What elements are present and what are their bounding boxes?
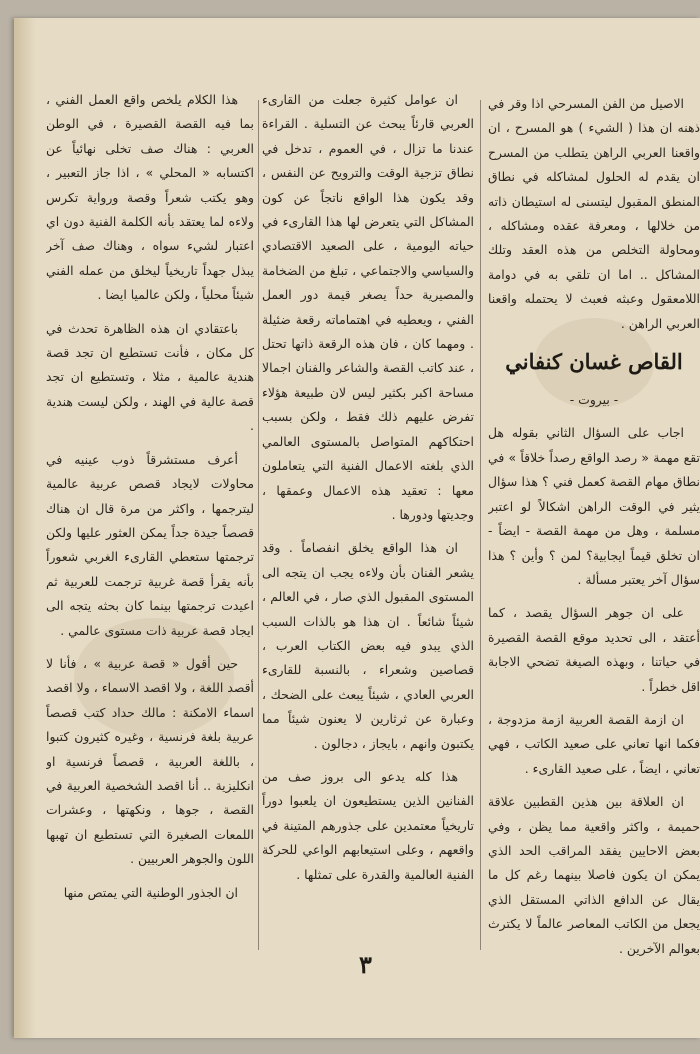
article-paragraph: أعرف مستشرقاً ذوب عينيه في محاولات لايجاد قصص عربية عالمية ليترجمها ، واكثر من مرة قال ان هناك قصصاً جيدة جداً يمكن العثور عليها ولكن ترجمتها ستعطي القارىء الغربي شعوراً بأنه يقرأ قصة غربية ترجمت للعربية ثم اعيدت ترجمتها بينما كان بحثه يتجه الى ايجاد قصة عربية ذات مستوى عالمي .	[46, 451, 254, 638]
article-paragraph: حين أقول « قصة عربية » ، فأنا لا أقصد اللغة ، ولا اقصد الاسماء ، ولا اقصد اسماء الامكنة : مالك حداد كتب قصصاً عربية بلغة فرنسية ، وغيره كثيرون كتبوا ، باللغة العربية ، قصصاً فرنسية او انكليزية .. أنا اقصد الشخصية العربية في القصة ، جوها ، ونكهتها ، وعشرات اللمعات الصغيرة التي تستطيع ان تهبها اللون والجوهر العربيين .	[46, 655, 254, 867]
article-paragraph: هذا الكلام يلخص واقع العمل الفني ، بما فيه القصة القصيرة ، في الوطن العربي : هناك صف تخلى نهائياً عن اكتسابه « المحلي » ، اذا جاز التعبير ، وهو يكتب شعراً وقصة ورواية تكرس ولاءه لما يعتقد بأنه الكلمة الفنية دون اي اعتبار لشيء سواه ، وهناك صف آخر يبذل جهداً تاريخياً ليخلق من عمله الفني شيئاً محلياً ، ولكن عالميا ايضا .	[46, 92, 254, 303]
article-paragraph: ان هذا الواقع يخلق انفصاماً . وقد يشعر الفنان بأن ولاءه يجب ان يتجه الى المستوى المقبول الذي صار ، في العالم ، شيئاً شائعاً . ان هذا هو بالذات السبب الذي يبدو فيه بعض الكتاب العرب ، قصاصين وشعراء ، بالنسبة للقارىء العربي العادي ، شيئاً يبعث على الضحك ، وعبارة عن ثرثارين لا يعنون شيئاً مما يكتبون وانهم ، بايجاز ، دجالون .	[262, 540, 474, 751]
article-paragraph: ان ازمة القصة العربية ازمة مزدوجة ، فكما انها تعاني على صعيد الكاتب ، فهي تعاني ، ايضاً ، على صعيد القارىء .	[488, 711, 700, 776]
article-paragraph: ان عوامل كثيرة جعلت من القارىء العربي قارئاً يبحث عن التسلية . القراءة عندنا ما تزال ، في العموم ، تدخل في نطاق تزجية الوقت والترويح عن النفس ، وقد يكون هذا الواقع ناتجاً عن كون المشاكل التي يتعرض لها هذا القارىء في حياته اليومية ، على الصعيد الاقتصادي والسياسي والاجتماعي ، تبلغ من الضخامة والمصيرية حداً يصغر قيمة دور العمل الفني ، ويعطيه في اهتماماته رقعة ضئيلة . ومهما كان ، فان هذه الرقعة ذاتها تحتل ، عند كاتب القصة والشاعر والفنان اجمالا مساحة اكبر بكثير ليس لان طبيعة هؤلاء تفرض عليهم ذلك فقط ، ولكن بسبب احتكاكهم المتواصل بالمستوى العالمي الذي بلغته الاعمال الفنية التي يتعاملون معها : تعقيد هذه الاعمال وعمقها ، وجديتها ودورها .	[262, 92, 474, 522]
article-column-middle	[262, 88, 474, 968]
article-headline: القاص غسان كنفاني	[505, 349, 683, 375]
article-column-right	[488, 92, 700, 962]
column-divider	[480, 100, 481, 950]
article-paragraph: هذا كله يدعو الى بروز صف من الفنانين الذين يستطيعون ان يلعبوا دوراً تاريخياً معتمدين على جذورهم المتينة في واقعهم ، وعلى استيعابهم الواعي للحركة الفنية العالمية والقدرة على تمثلها .	[262, 768, 474, 882]
article-paragraph: اجاب على السؤال الثاني بقوله هل تقع مهمة « رصد الواقع رصداً خلاقاً » في نطاق مهام القصة كعمل فني ؟ هذا سؤال يثير في الوقت الراهن اشكالاً لو اعتبر مسلمة ، وهل من مهمة القصة - ايضاً - ان تخلق قيماً ايجابية؟ لمن ؟ وأين ؟ هذا سؤال آخر يعتبر مسألة .	[488, 425, 700, 587]
article-paragraph: الاصيل من الفن المسرحي اذا وقر في ذهنه ان هذا ( الشيء ) هو المسرح ، ان واقعنا العربي الراهن يتطلب من المسرح ان يقدم له الحلول لمشاكله في نطاق المنطق المقبول ليتسنى له استيطان ذاته من خلالها ، ومعرفة عقده ومشاكله ، ومحاولة التخلص من هذه العقد وتلك المشاكل .. اما ان تلقي به في دوامة اللامعقول وعبثه فعبث لا يحتمله واقعنا العربي الراهن .	[488, 96, 700, 331]
article-paragraph: باعتقادي ان هذه الظاهرة تحدث في كل مكان ، فأنت تستطيع ان تجد قصة هندية عالمية ، مثلا ، وتستطيع ان تجد قصة عالية في الهند ، ولكن ليست هندية .	[46, 320, 254, 434]
page-number: ٣	[359, 950, 372, 979]
article-paragraph: على ان جوهر السؤال يقصد ، كما أعتقد ، الى تحديد موقع القصة القصيرة في حياتنا ، وبهذه الصيغة تضحي الاجابة اقل خطراً .	[488, 605, 700, 694]
column-divider	[258, 100, 259, 950]
article-paragraph: ان العلاقة بين هذين القطبين علاقة حميمة ، واكثر واقعية مما يظن ، وفي بعض الاحايين يفقد المراقب الحد الذي يمكن ان يكون فاصلا بينهما رغم كل ما يقال عن الدافع الذاتي المستقل الذي يجعل من الكاتب المعاصر عالماً لا يكترث بعوالم الآخرين .	[488, 794, 700, 956]
magazine-page	[14, 18, 700, 1038]
article-dateline: - بيروت -	[569, 392, 619, 408]
article-paragraph: ان الجذور الوطنية التي يمتص منها	[63, 884, 238, 900]
article-column-left	[46, 88, 254, 968]
